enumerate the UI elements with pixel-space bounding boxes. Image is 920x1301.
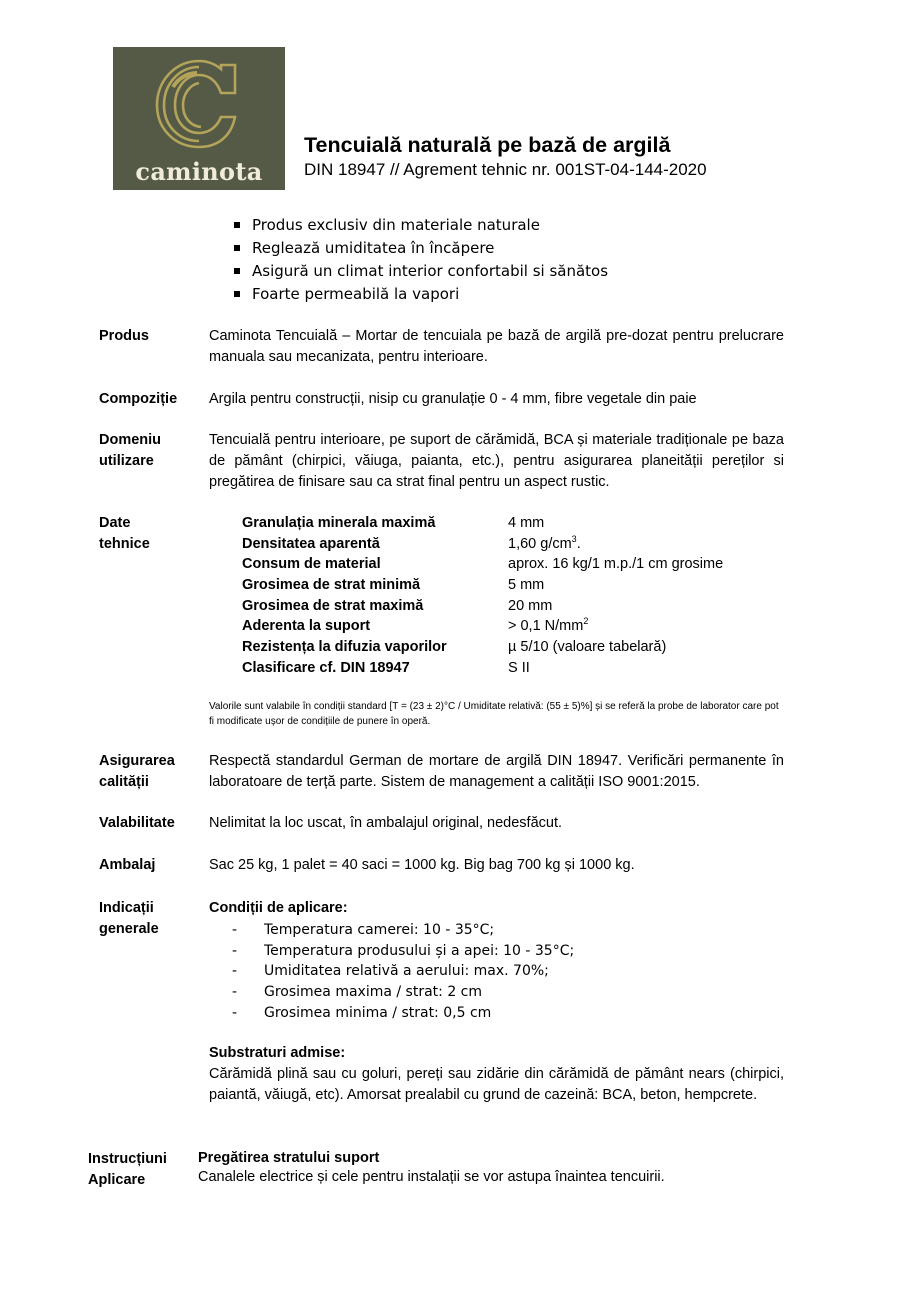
list-item: - Grosimea maxima / strat: 2 cm	[232, 984, 483, 1001]
feature-list	[234, 214, 608, 306]
section-text-produs: Caminota Tencuială – Mortar de tencuiala pe bază de argilă pre-dozat pentru prelucrare manuala sau mecanizata, pentru interioare.	[209, 328, 784, 365]
substraturi-heading: Substraturi admise:	[209, 1045, 346, 1061]
technical-data-footnote: Valorile sunt valabile în condiții standard [T = (23 ± 2)°C / Umiditate relativă: (55 ± 5)%] și se referă la probe de laborator care pot fi modificate ușor de condițiile de punere în operă.	[209, 701, 779, 727]
table-row: Grosimea de strat maximă 20 mm	[242, 597, 553, 614]
section-label-instructiuni: Instrucțiuni Aplicare	[88, 1151, 167, 1188]
table-row: Granulația minerala maximă 4 mm	[242, 515, 545, 531]
conditii-list	[232, 920, 574, 1023]
section-text-ambalaj: Sac 25 kg, 1 palet = 40 saci = 1000 kg. Big bag 700 kg și 1000 kg.	[209, 857, 635, 873]
feature-item: Asigură un climat interior confortabil si sănătos	[234, 260, 608, 283]
table-row: Consum de material aprox. 16 kg/1 m.p./1 cm grosime	[242, 556, 724, 573]
section-text-domeniu: Tencuială pentru interioare, pe suport de cărămidă, BCA și materiale tradiționale pe baza de pământ (chirpici, văiuga, paianta, etc.), pentru asigurarea planeității pereților si pregătirea de finisare sau ca strat final pentru un aspect rustic.	[209, 432, 784, 490]
caminota-logo	[113, 47, 285, 190]
technical-data-table	[242, 513, 723, 679]
feature-item: Foarte permeabilă la vapori	[234, 283, 608, 306]
instructiuni-text: Canalele electrice și cele pentru instalații se vor astupa înaintea tencuirii.	[198, 1169, 665, 1185]
section-text-calitate: Respectă standardul German de mortare de argilă DIN 18947. Verificări permanente în laboratoare de terță parte. Sistem de management a calității ISO 9001:2015.	[209, 753, 784, 790]
section-label-ambalaj: Ambalaj	[99, 857, 156, 873]
section-label-compozitie: Compoziție	[99, 391, 178, 407]
section-label-indicatii: Indicații generale	[99, 900, 159, 937]
section-label-domeniu: Domeniu utilizare	[99, 432, 162, 469]
list-item: - Grosimea minima / strat: 0,5 cm	[232, 1004, 492, 1021]
section-text-valabilitate: Nelimitat la loc uscat, în ambalajul original, nedesfăcut.	[209, 815, 563, 831]
feature-item: Produs exclusiv din materiale naturale	[234, 214, 608, 237]
document-title: Tencuială naturală pe bază de argilă	[304, 133, 671, 157]
conditii-heading: Condiții de aplicare:	[209, 900, 348, 916]
instructiuni-heading: Pregătirea stratului suport	[198, 1150, 380, 1166]
substraturi-text: Cărămidă plină sau cu goluri, pereți sau zidărie din cărămidă de pământ nears (chirpici, paiantă, văiugă, etc). Amorsat prealabil cu grund de cazeină: BCA, beton, hempcrete.	[209, 1066, 784, 1103]
list-item: - Umiditatea relativă a aerului: max. 70%;	[232, 963, 549, 980]
table-row: Rezistența la difuzia vaporilor µ 5/10 (valoare tabelară)	[242, 639, 667, 656]
table-row: Grosimea de strat minimă 5 mm	[242, 577, 545, 594]
section-label-valabilitate: Valabilitate	[99, 815, 175, 831]
square-bullet-icon	[234, 268, 240, 274]
section-label-produs: Produs	[99, 328, 149, 344]
square-bullet-icon	[234, 222, 240, 228]
table-row: Clasificare cf. DIN 18947 S II	[242, 659, 530, 676]
section-label-date-tehnice: Date tehnice	[99, 515, 150, 552]
document-subtitle: DIN 18947 // Agrement tehnic nr. 001ST-04-144-2020	[304, 160, 707, 179]
logo-wordmark: caminota	[135, 157, 263, 186]
square-bullet-icon	[234, 245, 240, 251]
section-label-calitate: Asigurarea calității	[99, 753, 175, 790]
feature-item: Reglează umiditatea în încăpere	[234, 237, 608, 260]
table-row: Aderenta la suport > 0,1 $N/mm^2$	[242, 616, 589, 635]
table-row: Densitatea aparentă 1,60 $g/cm^3$.	[242, 533, 581, 552]
square-bullet-icon	[234, 291, 240, 297]
list-item: - Temperatura camerei: 10 - 35°C;	[232, 922, 495, 938]
list-item: - Temperatura produsului și a apei: 10 - 35°C;	[232, 942, 575, 959]
section-text-compozitie: Argila pentru construcții, nisip cu granulație 0 - 4 mm, fibre vegetale din paie	[209, 391, 697, 407]
